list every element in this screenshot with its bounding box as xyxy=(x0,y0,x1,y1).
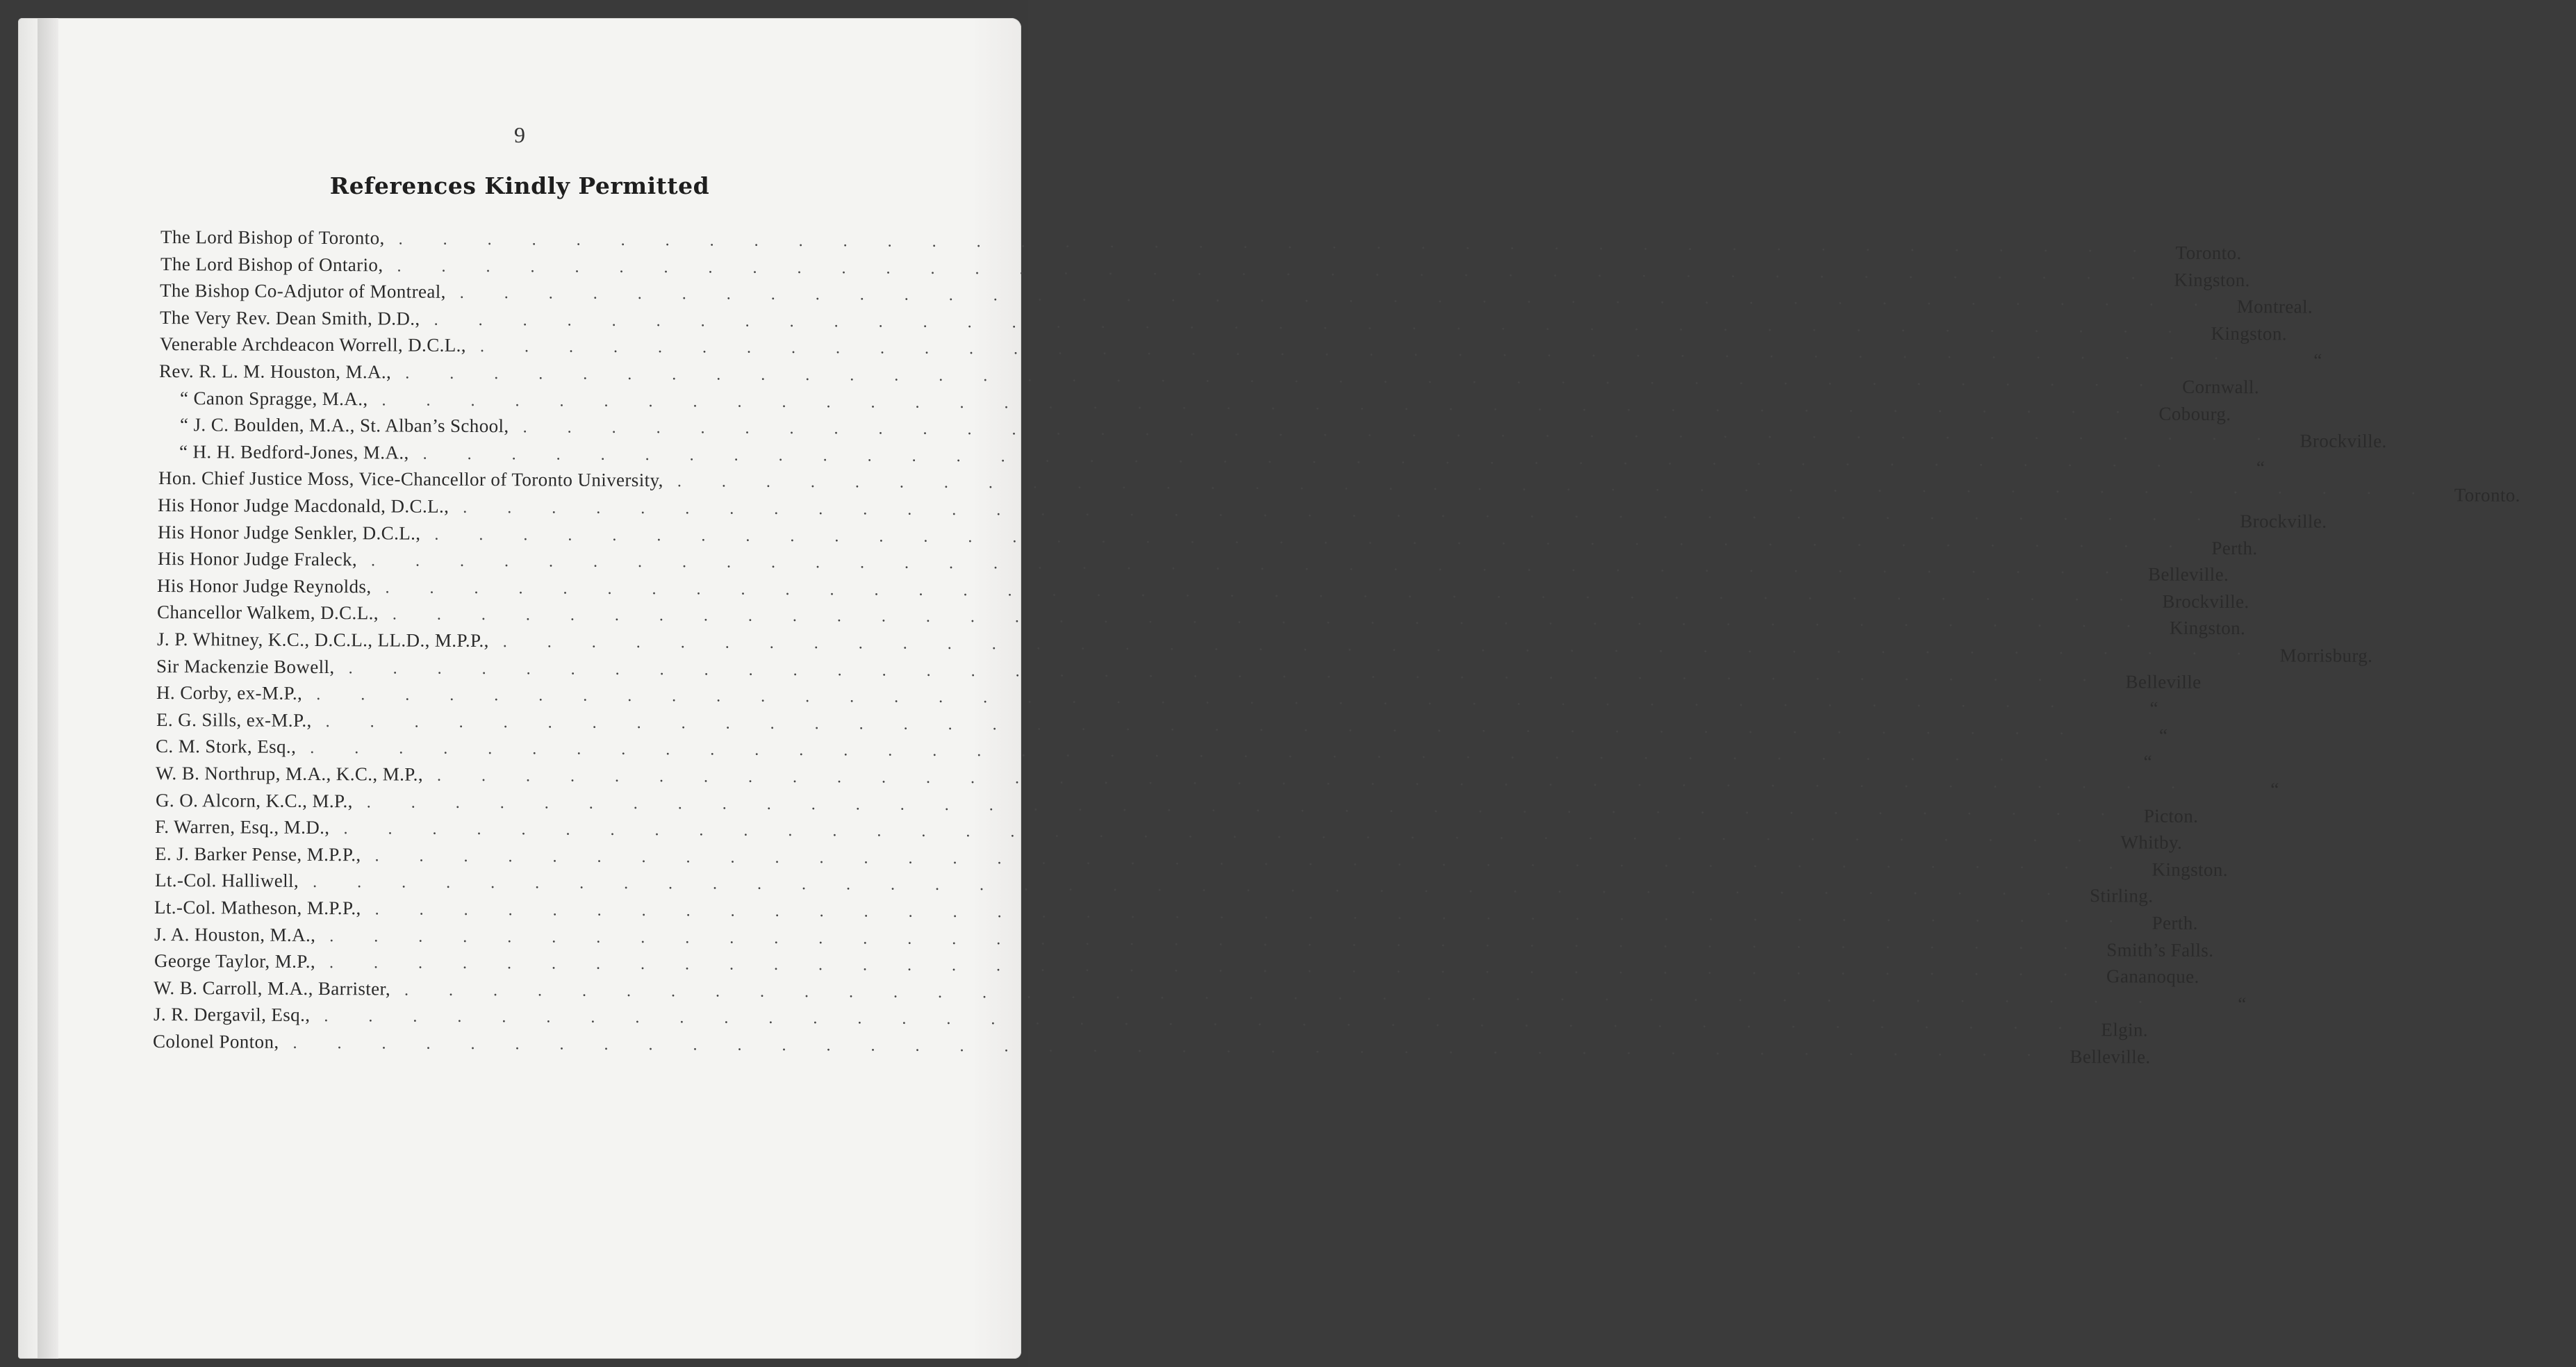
reference-place: Stirling. xyxy=(2089,885,2154,906)
reference-name: E. J. Barker Pense, M.P.P., xyxy=(154,843,361,865)
reference-place: Toronto. xyxy=(2175,242,2242,264)
reference-place: Morrisburg. xyxy=(2279,645,2373,666)
reference-place: Belleville xyxy=(2125,670,2202,693)
dot-leader: . . . . . . . . . . . . . . . . . . . . . . . . . . . . . . . . . . . . . . . . xyxy=(479,338,2237,364)
reference-place: Picton. xyxy=(2143,805,2199,827)
reference-name: The Lord Bishop of Toronto, xyxy=(160,226,385,249)
reference-place: Perth. xyxy=(2152,912,2198,934)
page-heading: References Kindly Permitted xyxy=(329,172,710,199)
dot-leader: . . . . . . . . . . . . . . . . . . . . . . . . . . . . . . . . . . . . . . . . xyxy=(422,445,2179,471)
reference-place: Gananoque. xyxy=(2106,966,2199,988)
reference-name: Lt.-Col. Matheson, M.P.P., xyxy=(154,897,361,919)
reference-name: The Very Rev. Dean Smith, D.D., xyxy=(159,306,420,329)
dot-leader: . . . . . . . . . . . . . . . . . . . . . . . . . . . . . . . . . . . . . . . . xyxy=(522,418,2279,445)
reference-place: Kingston. xyxy=(2211,322,2287,345)
dot-leader: . . . . . . . . . . . . . . . . . . . . . . . . . . . . . . . . . . . . . . . . xyxy=(374,847,2131,873)
reference-place: “ xyxy=(2270,779,2279,800)
dot-leader: . . . . . . . . . . . . . . . . . . . . . . . . . . . . . . . . . . . . . . . . xyxy=(677,472,2434,499)
reference-name: J. P. Whitney, K.C., D.C.L., LL.D., M.P.P., xyxy=(156,629,489,652)
reference-name: “ H. H. Bedford-Jones, M.A., xyxy=(179,440,409,463)
reference-place: “ xyxy=(2158,724,2168,746)
reference-name: “ J. C. Boulden, M.A., St. Alban’s School, xyxy=(179,414,509,437)
reference-place: Whitby. xyxy=(2120,831,2183,853)
reference-name: J. R. Dergavil, Esq., xyxy=(153,1004,311,1026)
dot-leader: . . . . . . . . . . . . . . . . . . . . . . . . . . . . . . . . . . . . . . . . xyxy=(329,927,2086,953)
reference-name: W. B. Northrup, M.A., K.C., M.P., xyxy=(155,763,424,785)
reference-place: “ xyxy=(2238,993,2247,1014)
dot-leader: . . . . . . . . . . . . . . . . . . . . . . . . . . . . . . . . . . . . . . . . xyxy=(397,257,2154,283)
reference-place: Montreal. xyxy=(2236,296,2313,317)
dot-leader: . . . . . . . . . . . . . . . . . . . . . . . . . . . . . . . . . . . . . . . . xyxy=(329,954,2086,980)
reference-place: Kingston. xyxy=(2152,859,2228,880)
dot-leader: . . . . . . . . . . . . . . . . . . . . . . . . . . . . . . . . . . . . . . . . xyxy=(374,900,2131,927)
reference-name: Rev. R. L. M. Houston, M.A., xyxy=(158,361,392,383)
reference-name: The Bishop Co-Adjutor of Montreal, xyxy=(159,280,446,302)
reference-place: Belleville. xyxy=(2070,1046,2151,1068)
dot-leader: . . . . . . . . . . . . . . . . . . . . . . . . . . . . . . . . . . . . . . . . xyxy=(366,793,2123,819)
reference-place: Smith’s Falls. xyxy=(2106,938,2214,961)
reference-name: Lt.-Col. Halliwell, xyxy=(154,870,299,892)
reference-name: George Taylor, M.P., xyxy=(154,950,316,972)
dot-leader: . . . . . . . . . . . . . . . . . . . . . . . . . . . . . . . . . . . . . . . . xyxy=(381,390,2138,417)
reference-place: Kingston. xyxy=(2169,618,2246,639)
dot-leader: . . . . . . . . . . . . . . . . . . . . . . . . . . . . . . . . . . . . . . . . xyxy=(313,873,2070,900)
dot-leader: . . . . . . . . . . . . . . . . . . . . . . . . . . . . . . . . . . . . . . . . xyxy=(434,525,2191,552)
dot-leader: . . . . . . . . . . . . . . . . . . . . . . . . . . . . . . . . . . . . . . . . xyxy=(434,310,2190,337)
reference-name: The Lord Bishop of Ontario, xyxy=(160,253,383,275)
dot-leader: . . . . . . . . . . . . . . . . . . . . . . . . . . . . . . . . . . . . . . . . xyxy=(405,364,2162,390)
dot-leader: . . . . . . . . . . . . . . . . . . . . . . . . . . . . . . . . . . . . . . . . xyxy=(502,633,2259,659)
reference-name: Colonel Ponton, xyxy=(152,1031,279,1052)
dot-leader: . . . . . . . . . . . . . . . . . . . . . . . . . . . . . . . . . . . . . . . . xyxy=(392,605,2149,631)
dot-leader: . . . . . . . . . . . . . . . . . . . . . . . . . . . . . . . . . . . . . . . . xyxy=(385,579,2142,605)
dot-leader: . . . . . . . . . . . . . . . . . . . . . . . . . . . . . . . . . . . . . . . . xyxy=(292,1034,2049,1060)
dot-leader: . . . . . . . . . . . . . . . . . . . . . . . . . . . . . . . . . . . . . . . . xyxy=(324,1007,2081,1034)
reference-name: F. Warren, Esq., M.D., xyxy=(154,816,330,838)
reference-name: H. Corby, ex-M.P., xyxy=(156,682,303,704)
reference-name: Chancellor Walkem, D.C.L., xyxy=(156,602,379,624)
dot-leader: . . . . . . . . . . . . . . . . . . . . . . . . . . . . . . . . . . . . . . . . xyxy=(463,498,2220,524)
reference-place: Belleville. xyxy=(2147,563,2229,586)
reference-place: “ xyxy=(2149,697,2158,719)
book-page xyxy=(18,18,2520,1359)
reference-name: Hon. Chief Justice Moss, Vice-Chancellor of Toronto University, xyxy=(158,467,663,491)
reference-name: G. O. Alcorn, K.C., M.P., xyxy=(155,789,353,811)
reference-place: “ xyxy=(2256,456,2265,479)
dot-leader: . . . . . . . . . . . . . . . . . . . . . . . . . . . . . . . . . . . . . . . . xyxy=(325,712,2082,738)
reference-name: Sir Mackenzie Bowell, xyxy=(156,655,335,677)
reference-place: “ xyxy=(2143,751,2152,772)
reference-place: Kingston. xyxy=(2174,269,2250,290)
reference-name: His Honor Judge Fraleck, xyxy=(157,548,358,570)
reference-place: Brockville. xyxy=(2162,590,2249,612)
reference-place: Perth. xyxy=(2211,537,2258,558)
reference-name: J. A. Houston, M.A., xyxy=(154,923,316,945)
reference-place: Cobourg. xyxy=(2158,403,2231,424)
dot-leader: . . . . . . . . . . . . . . . . . . . . . . . . . . . . . . . . . . . . . . . . xyxy=(459,284,2216,310)
reference-name: His Honor Judge Macdonald, D.C.L., xyxy=(157,495,449,517)
dot-leader: . . . . . . . . . . . . . . . . . . . . . . . . . . . . . . . . . . . . . . . . xyxy=(310,739,2067,765)
dot-leader: . . . . . . . . . . . . . . . . . . . . . . . . . . . . . . . . . . . . . . . . xyxy=(348,658,2105,685)
reference-name: “ Canon Spragge, M.A., xyxy=(179,387,368,409)
reference-place: Brockville. xyxy=(2300,430,2387,452)
references-list xyxy=(18,18,2520,1359)
dot-leader: . . . . . . . . . . . . . . . . . . . . . . . . . . . . . . . . . . . . . . . . xyxy=(371,552,2128,578)
reference-place: “ xyxy=(2313,349,2322,371)
dot-leader: . . . . . . . . . . . . . . . . . . . . . . . . . . . . . . . . . . . . . . . . xyxy=(398,230,2155,256)
reference-name: Venerable Archdeacon Worrell, D.C.L., xyxy=(159,333,467,356)
reference-name: His Honor Judge Senkler, D.C.L., xyxy=(157,521,421,544)
page-number: 9 xyxy=(514,122,525,147)
dot-leader: . . . . . . . . . . . . . . . . . . . . . . . . . . . . . . . . . . . . . . . . xyxy=(316,686,2073,712)
reference-place: Elgin. xyxy=(2101,1019,2149,1041)
reference-place: Toronto. xyxy=(2454,484,2520,506)
reference-name: C. M. Stork, Esq., xyxy=(155,736,297,758)
dot-leader: . . . . . . . . . . . . . . . . . . . . . . . . . . . . . . . . . . . . . . . . xyxy=(436,766,2194,793)
reference-name: His Honor Judge Reynolds, xyxy=(156,574,372,597)
reference-place: Brockville. xyxy=(2240,511,2327,532)
reference-place: Cornwall. xyxy=(2182,376,2260,398)
reference-row xyxy=(152,1031,2151,1068)
dot-leader: . . . . . . . . . . . . . . . . . . . . . . . . . . . . . . . . . . . . . . . . xyxy=(343,820,2100,846)
reference-name: W. B. Carroll, M.A., Barrister, xyxy=(153,977,391,1000)
reference-name: E. G. Sills, ex-M.P., xyxy=(156,709,312,731)
dot-leader: . . . . . . . . . . . . . . . . . . . . . . . . . . . . . . . . . . . . . . . . xyxy=(404,981,2161,1007)
